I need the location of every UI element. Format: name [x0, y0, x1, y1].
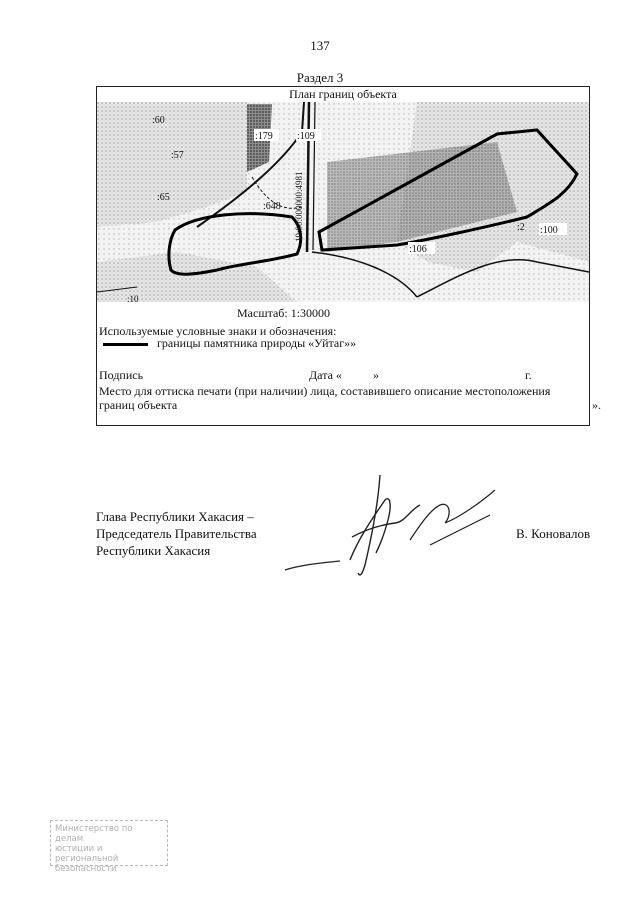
signatory-title — [96, 508, 257, 559]
map-label-648: :648 — [263, 201, 281, 212]
legend-title: Используемые условные знаки и обозначения: — [99, 324, 337, 338]
signatory-title-line-2: Председатель Правительства — [96, 526, 257, 541]
map-label-cadastral: 19:00:000000:4981 — [294, 171, 304, 242]
plan-header: План границ объекта — [97, 87, 589, 103]
map-label-10: :10 — [127, 294, 139, 302]
map-label-106: :106 — [409, 244, 427, 255]
map-label-57: :57 — [171, 150, 184, 161]
registry-stamp-line-2: юстиции и региональной — [55, 844, 119, 864]
handwritten-signature — [280, 465, 510, 585]
map-scale: Масштаб: 1:30000 — [237, 306, 331, 320]
legend-boundary-label: границы памятника природы «Уйтаг»» — [157, 336, 357, 350]
signatory-title-line-1: Глава Республики Хакасия – — [96, 509, 254, 524]
registry-stamp — [50, 820, 168, 874]
date-close-quote: » — [373, 368, 379, 382]
date-label: Дата « — [309, 368, 342, 382]
signatory-name: В. Коновалов — [516, 526, 591, 541]
registry-stamp-line-3: безопасности — [55, 864, 117, 874]
year-suffix: г. — [525, 368, 532, 382]
section-title: Раздел 3 — [296, 70, 344, 85]
map-label-60: :60 — [152, 115, 165, 126]
map-label-109: :109 — [297, 131, 315, 142]
signatory-title-line-3: Республики Хакасия — [96, 543, 211, 558]
boundary-map — [97, 102, 589, 302]
page-number: 137 — [310, 38, 330, 53]
map-label-2: :2 — [517, 222, 525, 233]
closing-quote: ». — [592, 398, 601, 412]
legend-boundary-line — [103, 343, 148, 346]
registry-stamp-line-1: Министерство по делам — [55, 824, 133, 844]
map-label-65: :65 — [157, 192, 170, 203]
plan-box — [96, 86, 590, 426]
signature-label: Подпись — [99, 368, 144, 382]
stamp-placeholder-text: Место для оттиска печати (при наличии) лица, составившего описание местоположения границ объекта — [99, 384, 551, 412]
map-label-100: :100 — [540, 225, 558, 236]
map-label-179: :179 — [255, 131, 273, 142]
